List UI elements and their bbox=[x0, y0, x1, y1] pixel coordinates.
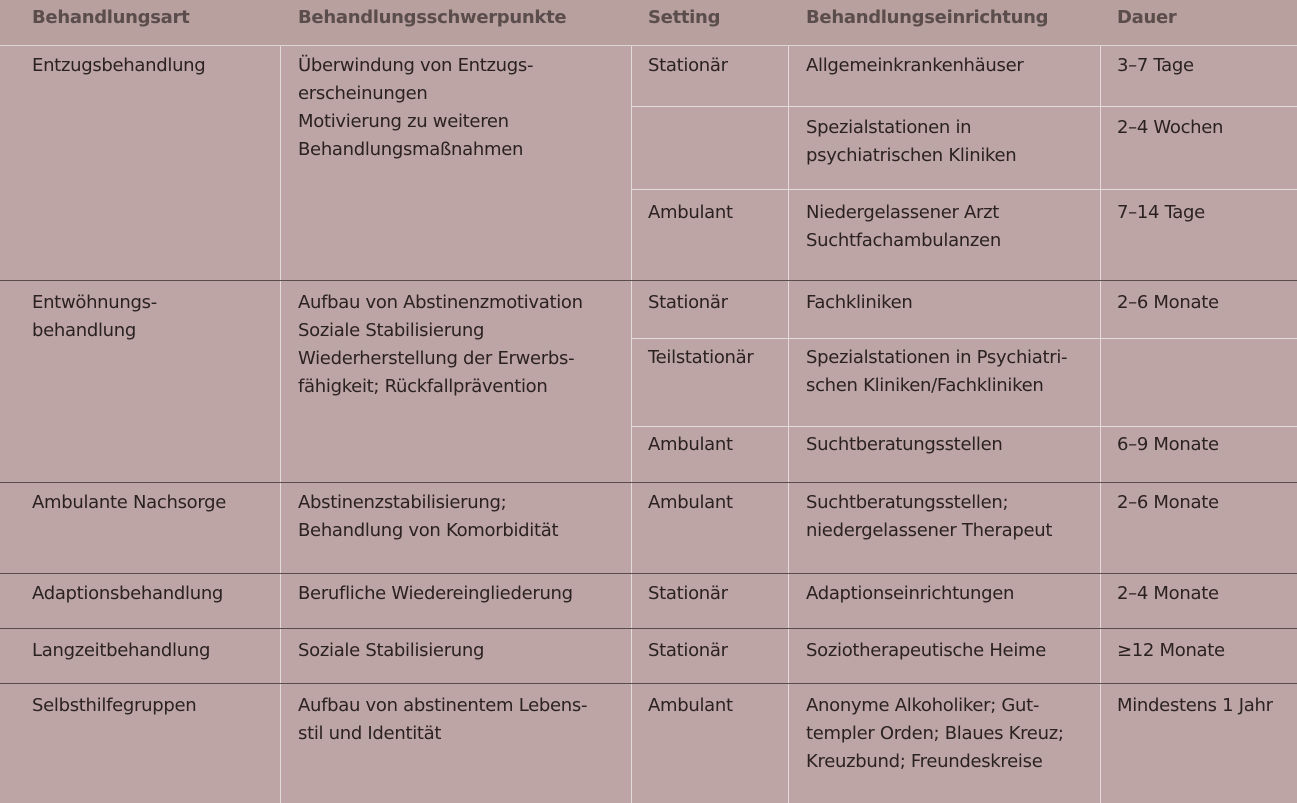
cell-setting bbox=[648, 692, 733, 720]
cell-setting-line: Ambulant bbox=[648, 695, 733, 716]
cell-behandlungsschwerpunkte-line: Aufbau von Abstinenzmotivation bbox=[298, 292, 583, 313]
group-divider bbox=[0, 280, 1297, 281]
cell-behandlungsschwerpunkte-line: fähigkeit; Rückfallprävention bbox=[298, 376, 548, 397]
cell-setting-line: Stationär bbox=[648, 55, 728, 76]
column-divider bbox=[631, 483, 632, 573]
cell-behandlungsschwerpunkte bbox=[298, 489, 558, 545]
header-dauer: Dauer bbox=[1117, 7, 1177, 28]
cell-behandlungsschwerpunkte-line: Soziale Stabilisierung bbox=[298, 640, 485, 661]
cell-behandlungsart bbox=[32, 489, 226, 517]
cell-setting bbox=[648, 637, 728, 665]
cell-dauer-line: Mindestens 1 Jahr bbox=[1117, 695, 1273, 716]
column-divider bbox=[280, 684, 281, 803]
column-divider bbox=[788, 574, 789, 628]
cell-behandlungsschwerpunkte-line: Soziale Stabilisierung bbox=[298, 320, 485, 341]
cell-behandlungsart-line: Adaptionsbehandlung bbox=[32, 583, 224, 604]
cell-behandlungsschwerpunkte bbox=[298, 692, 587, 748]
cell-dauer bbox=[1117, 489, 1219, 517]
column-divider bbox=[788, 281, 789, 482]
column-divider bbox=[1100, 483, 1101, 573]
cell-setting-line: Ambulant bbox=[648, 202, 733, 223]
cell-behandlungsart bbox=[32, 692, 196, 720]
column-divider bbox=[280, 281, 281, 482]
cell-dauer-line: 2–6 Monate bbox=[1117, 292, 1219, 313]
column-divider bbox=[788, 46, 789, 280]
subrow-divider bbox=[631, 189, 1297, 190]
column-divider bbox=[1100, 281, 1101, 482]
cell-dauer bbox=[1117, 289, 1219, 317]
cell-behandlungseinrichtung-line: Fachkliniken bbox=[806, 292, 913, 313]
cell-behandlungsschwerpunkte bbox=[298, 52, 533, 164]
cell-dauer-line: 6–9 Monate bbox=[1117, 434, 1219, 455]
cell-behandlungseinrichtung-line: Kreuzbund; Freundeskreise bbox=[806, 751, 1043, 772]
cell-behandlungsart bbox=[32, 52, 205, 80]
cell-behandlungsart bbox=[32, 289, 157, 345]
cell-behandlungsschwerpunkte-line: Behandlung von Komorbidität bbox=[298, 520, 559, 541]
cell-dauer bbox=[1117, 431, 1219, 459]
cell-behandlungsschwerpunkte-line: Wiederherstellung der Erwerbs- bbox=[298, 348, 575, 369]
cell-behandlungsschwerpunkte-line: stil und Identität bbox=[298, 723, 442, 744]
cell-behandlungsart-line: Entzugsbehandlung bbox=[32, 55, 206, 76]
cell-behandlungseinrichtung bbox=[806, 199, 1001, 255]
column-divider bbox=[1100, 684, 1101, 803]
cell-behandlungseinrichtung-line: Anonyme Alkoholiker; Gut- bbox=[806, 695, 1040, 716]
column-divider bbox=[788, 629, 789, 683]
cell-setting-line: Ambulant bbox=[648, 434, 733, 455]
cell-behandlungsschwerpunkte-line: erscheinungen bbox=[298, 83, 428, 104]
cell-setting bbox=[648, 489, 733, 517]
cell-behandlungseinrichtung bbox=[806, 580, 1014, 608]
cell-setting bbox=[648, 580, 728, 608]
cell-dauer-line: 2–4 Wochen bbox=[1117, 117, 1224, 138]
cell-setting-line: Stationär bbox=[648, 292, 728, 313]
cell-behandlungsart-line: Selbsthilfegruppen bbox=[32, 695, 197, 716]
cell-dauer-line: 2–4 Monate bbox=[1117, 583, 1219, 604]
header-behandlungsschwerpunkte: Behandlungsschwerpunkte bbox=[298, 7, 567, 28]
cell-setting bbox=[648, 431, 733, 459]
cell-behandlungsschwerpunkte bbox=[298, 637, 484, 665]
cell-behandlungsschwerpunkte-line: Behandlungsmaßnahmen bbox=[298, 139, 524, 160]
cell-behandlungseinrichtung-line: templer Orden; Blaues Kreuz; bbox=[806, 723, 1064, 744]
column-divider bbox=[1100, 574, 1101, 628]
cell-behandlungsschwerpunkte-line: Berufliche Wiedereingliederung bbox=[298, 583, 573, 604]
subrow-divider bbox=[631, 106, 1297, 107]
cell-behandlungseinrichtung bbox=[806, 289, 913, 317]
cell-behandlungsschwerpunkte bbox=[298, 580, 573, 608]
table-header bbox=[0, 0, 1297, 46]
subrow-divider bbox=[631, 338, 1297, 339]
cell-behandlungsschwerpunkte bbox=[298, 289, 583, 401]
cell-setting bbox=[648, 289, 728, 317]
cell-behandlungseinrichtung bbox=[806, 344, 1067, 400]
cell-dauer bbox=[1117, 637, 1225, 665]
column-divider bbox=[631, 684, 632, 803]
cell-behandlungsart-line: Entwöhnungs- bbox=[32, 292, 157, 313]
cell-setting-line: Teilstationär bbox=[648, 347, 754, 368]
cell-dauer bbox=[1117, 692, 1273, 720]
cell-dauer bbox=[1117, 580, 1219, 608]
header-behandlungseinrichtung: Behandlungseinrichtung bbox=[806, 7, 1049, 28]
cell-setting bbox=[648, 344, 754, 372]
cell-dauer-line: 2–6 Monate bbox=[1117, 492, 1219, 513]
cell-dauer-line: ≥12 Monate bbox=[1117, 640, 1225, 661]
cell-behandlungseinrichtung bbox=[806, 489, 1052, 545]
column-divider bbox=[280, 46, 281, 280]
cell-behandlungseinrichtung-line: Suchtberatungsstellen; bbox=[806, 492, 1009, 513]
group-divider bbox=[0, 683, 1297, 684]
cell-setting bbox=[648, 199, 733, 227]
column-divider bbox=[280, 483, 281, 573]
column-divider bbox=[631, 281, 632, 482]
cell-behandlungseinrichtung bbox=[806, 114, 1016, 170]
column-divider bbox=[788, 684, 789, 803]
cell-behandlungsschwerpunkte-line: Überwindung von Entzugs- bbox=[298, 55, 534, 76]
subrow-divider bbox=[631, 426, 1297, 427]
cell-behandlungseinrichtung bbox=[806, 637, 1046, 665]
cell-behandlungseinrichtung bbox=[806, 692, 1064, 776]
column-divider bbox=[631, 46, 632, 280]
cell-behandlungseinrichtung-line: Suchtberatungsstellen bbox=[806, 434, 1003, 455]
cell-dauer bbox=[1117, 52, 1194, 80]
cell-behandlungsschwerpunkte-line: Abstinenzstabilisierung; bbox=[298, 492, 507, 513]
cell-behandlungsart bbox=[32, 637, 210, 665]
cell-behandlungseinrichtung bbox=[806, 52, 1023, 80]
column-divider bbox=[1100, 629, 1101, 683]
cell-behandlungseinrichtung-line: psychiatrischen Kliniken bbox=[806, 145, 1017, 166]
cell-dauer bbox=[1117, 199, 1205, 227]
cell-behandlungseinrichtung-line: Spezialstationen in bbox=[806, 117, 972, 138]
cell-behandlungseinrichtung bbox=[806, 431, 1003, 459]
cell-behandlungsart-line: Ambulante Nachsorge bbox=[32, 492, 227, 513]
cell-behandlungsart bbox=[32, 580, 223, 608]
cell-setting-line: Stationär bbox=[648, 640, 728, 661]
cell-setting-line: Stationär bbox=[648, 583, 728, 604]
column-divider bbox=[631, 629, 632, 683]
header-setting: Setting bbox=[648, 7, 721, 28]
column-divider bbox=[280, 629, 281, 683]
group-divider bbox=[0, 573, 1297, 574]
cell-behandlungsschwerpunkte-line: Aufbau von abstinentem Lebens- bbox=[298, 695, 588, 716]
cell-behandlungsart-line: Langzeitbehandlung bbox=[32, 640, 211, 661]
cell-behandlungseinrichtung-line: Suchtfachambulanzen bbox=[806, 230, 1001, 251]
cell-dauer-line: 7–14 Tage bbox=[1117, 202, 1205, 223]
column-divider bbox=[788, 483, 789, 573]
column-divider bbox=[631, 574, 632, 628]
cell-behandlungseinrichtung-line: Allgemeinkrankenhäuser bbox=[806, 55, 1024, 76]
cell-behandlungseinrichtung-line: niedergelassener Therapeut bbox=[806, 520, 1053, 541]
header-behandlungsart: Behandlungsart bbox=[32, 7, 190, 28]
group-divider bbox=[0, 482, 1297, 483]
column-divider bbox=[280, 574, 281, 628]
cell-behandlungseinrichtung-line: Adaptionseinrichtungen bbox=[806, 583, 1015, 604]
cell-setting-line: Ambulant bbox=[648, 492, 733, 513]
cell-setting bbox=[648, 52, 728, 80]
column-divider bbox=[1100, 46, 1101, 280]
group-divider bbox=[0, 628, 1297, 629]
cell-behandlungseinrichtung-line: Spezialstationen in Psychiatri- bbox=[806, 347, 1068, 368]
cell-behandlungseinrichtung-line: Niedergelassener Arzt bbox=[806, 202, 1000, 223]
cell-behandlungseinrichtung-line: Soziotherapeutische Heime bbox=[806, 640, 1047, 661]
cell-behandlungsart-line: behandlung bbox=[32, 320, 137, 341]
cell-behandlungseinrichtung-line: schen Kliniken/Fachkliniken bbox=[806, 375, 1044, 396]
cell-dauer bbox=[1117, 114, 1223, 142]
cell-behandlungsschwerpunkte-line: Motivierung zu weiteren bbox=[298, 111, 509, 132]
cell-dauer-line: 3–7 Tage bbox=[1117, 55, 1194, 76]
